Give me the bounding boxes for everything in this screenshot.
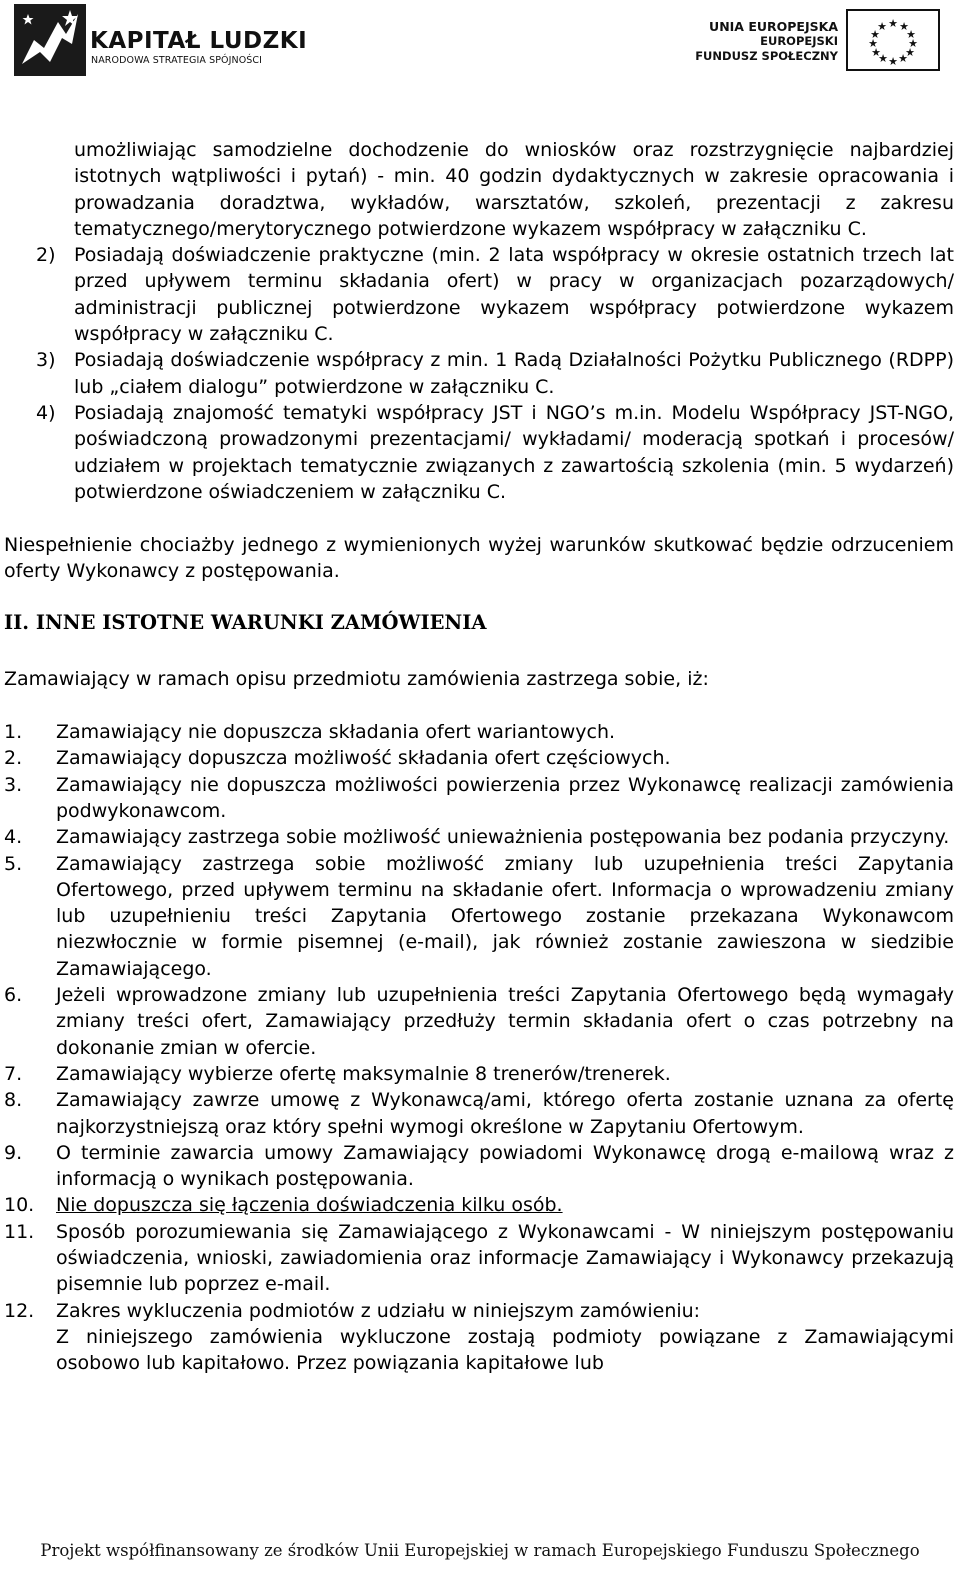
condition-number: 12. <box>4 1299 35 1322</box>
svg-text:★: ★ <box>870 28 880 41</box>
condition-text: Sposób porozumiewania się Zamawiającego z Wykonawcami - W niniejszym postępowaniu oświadczenia, wnioski, zawiadomienia oraz informacje Zamawiający i Wykonawcy przekazują pisemnie lub poprzez e-mail. <box>56 1220 954 1296</box>
condition-item <box>0 851 960 982</box>
condition-item <box>0 1061 960 1087</box>
svg-text:★: ★ <box>888 55 898 68</box>
document-body <box>0 137 960 1376</box>
condition-number: 1. <box>4 721 23 744</box>
condition-text: O terminie zawarcia umowy Zamawiający powiadomi Wykonawcę drogą e-mailową wraz z informacją o wynikach postępowania. <box>56 1141 954 1191</box>
condition-text: Zamawiający zastrzega sobie możliwość unieważnienia postępowania bez podania przyczyny. <box>56 826 950 849</box>
requirement-item <box>0 400 960 505</box>
requirement-item <box>0 347 960 400</box>
ue-text <box>695 18 838 64</box>
condition-text: Zamawiający dopuszcza możliwość składania ofert częściowych. <box>56 747 671 770</box>
condition-continuation: Z niniejszego zamówienia wykluczone zostają podmioty powiązane z Zamawiającymi osobowo lub kapitałowo. Przez powiązania kapitałowe lub <box>56 1325 954 1375</box>
eu-flag-icon <box>846 9 940 71</box>
condition-number: 2. <box>4 747 23 770</box>
condition-text: Zakres wykluczenia podmiotów z udziału w niniejszym zamówieniu: <box>56 1299 701 1322</box>
rejection-note: Niespełnienie chociażby jednego z wymienionych wyżej warunków skutkować będzie odrzuceniem oferty Wykonawcy z postępowania. <box>4 534 954 583</box>
requirement-number: 4) <box>36 401 56 424</box>
rejection-note-block <box>0 532 960 585</box>
condition-item <box>0 1298 960 1377</box>
section-intro: Zamawiający w ramach opisu przedmiotu zamówienia zastrzega sobie, iż: <box>4 667 709 690</box>
kapital-ludzki-emblem-icon <box>14 4 86 76</box>
condition-item <box>0 772 960 825</box>
intro-continuation-block <box>0 137 960 242</box>
condition-number: 11. <box>4 1220 35 1243</box>
condition-item <box>0 1087 960 1140</box>
condition-number: 4. <box>4 826 23 849</box>
condition-number: 6. <box>4 984 23 1007</box>
requirement-text: Posiadają doświadczenie współpracy z min. 1 Radą Działalności Pożytku Publicznego (RDPP) lub „ciałem dialogu” potwierdzone w załączniku C. <box>74 349 954 398</box>
requirement-number: 3) <box>36 349 56 372</box>
svg-text:★: ★ <box>868 37 878 50</box>
ue-line-3: FUNDUSZ SPOŁECZNY <box>695 49 838 63</box>
svg-text:★: ★ <box>878 52 888 65</box>
condition-item <box>0 745 960 771</box>
svg-text:★: ★ <box>899 20 909 33</box>
page-header <box>0 0 960 80</box>
condition-item <box>0 719 960 745</box>
svg-text:★: ★ <box>908 37 918 50</box>
condition-text-group <box>56 1298 960 1377</box>
condition-number: 3. <box>4 773 23 796</box>
svg-text:★: ★ <box>877 20 887 33</box>
svg-text:★: ★ <box>906 28 916 41</box>
condition-text: Zamawiający nie dopuszcza możliwości powierzenia przez Wykonawcę realizacji zamówienia podwykonawcom. <box>56 773 954 822</box>
requirement-text: Posiadają doświadczenie praktyczne (min. 2 lata współpracy w okresie ostatnich trzech lat przed upływem terminu składania ofert) w pracy w organizacjach pozarządowych/ administracji publicznej potwierdzone wykazem współpracy potwierdzone wykazem współpracy w załączniku C. <box>74 244 954 346</box>
requirement-number: 2) <box>36 244 56 267</box>
intro-continuation-text: umożliwiając samodzielne dochodzenie do wniosków oraz rozstrzygnięcie najbardziej istotnych wątpliwości i pytań) - min. 40 godzin dydaktycznych w zakresie opracowania i prowadzania doradztwa, wykładów, warsztatów, szkoleń, prezentacji z zakresu tematycznego/merytorycznego potwierdzone wykazem współpracy w załączniku C. <box>74 139 954 240</box>
condition-text: Zamawiający zastrzega sobie możliwość zmiany lub uzupełnienia treści Zapytania Ofertowego, przed upływem terminu na składanie ofert. Informacja o wprowadzeniu zmiany lub uzupełnieniu treści Zapytania Ofertowego zostanie przekazana Wykonawcom niezwłocznie w formie pisemnej (e-mail), jak również zostanie zawieszona w siedzibie Zamawiającego. <box>56 852 954 980</box>
kapital-ludzki-logo <box>14 4 308 76</box>
condition-text-underlined: Nie dopuszcza się łączenia doświadczenia kilku osób. <box>56 1194 563 1217</box>
condition-number: 5. <box>4 852 23 875</box>
condition-text: Zamawiający wybierze ofertę maksymalnie 8 trenerów/trenerek. <box>56 1062 671 1085</box>
condition-text: Jeżeli wprowadzone zmiany lub uzupełnienia treści Zapytania Ofertowego będą wymagały zmiany treści ofert, Zamawiający przedłuży termin składania ofert o czas potrzebny na dokonanie zmian w ofercie. <box>56 984 954 1059</box>
svg-text:★: ★ <box>898 52 908 65</box>
condition-item <box>0 1140 960 1193</box>
condition-item <box>0 982 960 1061</box>
ue-line-2: EUROPEJSKI <box>760 34 838 48</box>
condition-item <box>0 1219 960 1298</box>
condition-number: 8. <box>4 1089 23 1112</box>
kapital-ludzki-subtitle: NARODOWA STRATEGIA SPÓJNOŚCI <box>91 55 263 66</box>
page-footer: Projekt współfinansowany ze środków Unii Europejskiej w ramach Europejskiego Funduszu Społecznego <box>40 1541 920 1560</box>
conditions-list <box>0 719 960 1376</box>
requirement-item <box>0 242 960 347</box>
svg-text:★: ★ <box>871 46 881 59</box>
condition-text: Zamawiający zawrze umowę z Wykonawcą/ami, którego oferta zostanie uznana za ofertę najkorzystniejszą oraz który spełni wymogi określone w Zapytaniu Ofertowym. <box>56 1089 954 1138</box>
section-intro-block <box>0 666 960 692</box>
ue-efs-logo <box>695 4 948 74</box>
condition-number: 9. <box>4 1141 23 1164</box>
condition-item <box>0 1192 960 1218</box>
kapital-ludzki-title: KAPITAŁ LUDZKI <box>90 28 308 54</box>
condition-number: 10. <box>4 1194 35 1217</box>
svg-text:★: ★ <box>905 46 915 59</box>
condition-number: 7. <box>4 1062 23 1085</box>
condition-item <box>0 824 960 850</box>
svg-text:★: ★ <box>888 17 898 30</box>
condition-text: Zamawiający nie dopuszcza składania ofert wariantowych. <box>56 721 616 744</box>
ue-line-1: UNIA EUROPEJSKA <box>709 19 838 34</box>
requirement-text: Posiadają znajomość tematyki współpracy JST i NGO’s m.in. Modelu Współpracy JST-NGO, poświadczoną prowadzonymi prezentacjami/ wykładami/ moderacją spotkań i procesów/ udziałem w projektach tematycznie związanych z zawartością szkolenia (min. 5 wydarzeń) potwierdzone oświadczeniem w załączniku C. <box>74 401 954 503</box>
section-heading: II. INNE ISTOTNE WARUNKI ZAMÓWIENIA <box>4 610 487 634</box>
